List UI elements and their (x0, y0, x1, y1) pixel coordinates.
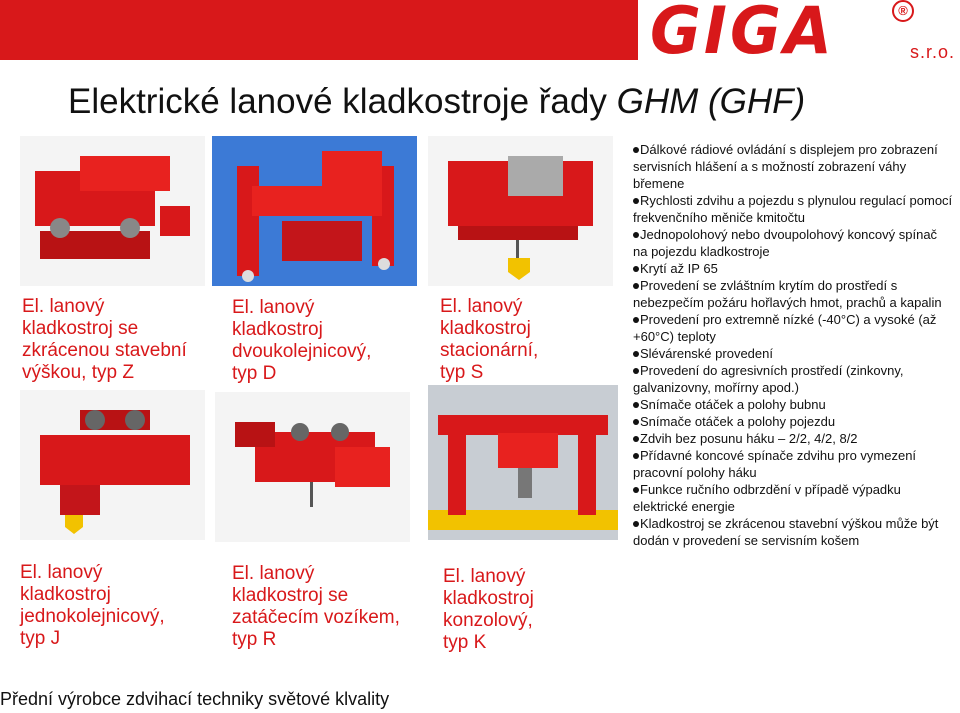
hoist-photo-type-d (212, 136, 417, 286)
bullet-dot-icon (633, 198, 639, 204)
bullet-dot-icon (633, 317, 639, 323)
hoist-label-type-z: El. lanový kladkostroj se zkrácenou stavební výškou, typ Z (22, 296, 187, 383)
hoist-r-illustration (215, 392, 410, 542)
logo-wordmark: GIGA (650, 0, 835, 69)
bullet-dot-icon (633, 487, 639, 493)
registered-mark: ® (892, 0, 914, 22)
bullet-dot-icon (633, 436, 639, 442)
hoist-photo-type-z (20, 136, 205, 286)
hoist-label-type-k: El. lanový kladkostroj konzolový, typ K (443, 566, 534, 653)
hoist-photo-type-r (215, 392, 410, 542)
title-model: GHM (GHF) (616, 82, 806, 121)
footer-tagline: Přední výrobce zdvihací techniky světové klvality (0, 689, 390, 709)
hoist-s-illustration (428, 136, 613, 286)
footer (0, 685, 960, 713)
feature-list (633, 141, 955, 549)
bullet-dot-icon (633, 368, 639, 374)
feature-item: Slévárenské provedení (633, 345, 955, 362)
page-title (68, 82, 805, 122)
hoist-label-type-s: El. lanový kladkostroj stacionární, typ S (440, 296, 539, 383)
bullet-dot-icon (633, 453, 639, 459)
bullet-dot-icon (633, 266, 639, 272)
bullet-dot-icon (633, 283, 639, 289)
bullet-dot-icon (633, 521, 639, 527)
feature-item: Kladkostroj se zkrácenou stavební výškou může být dodán v provedení se servisním košem (633, 516, 939, 548)
feature-item: Jednopolohový nebo dvoupolohový koncový spínač na pojezdu kladkostroje (633, 227, 938, 259)
hoist-photo-type-j (20, 390, 205, 540)
bullet-dot-icon (633, 419, 639, 425)
feature-item: Provedení do agresivních prostředí (zinkovny, galvanizovny, mořírny apod.) (633, 363, 904, 395)
hoist-label-type-j: El. lanový kladkostroj jednokolejnicový, typ J (20, 562, 165, 649)
feature-item: Snímače otáček a polohy bubnu (633, 396, 955, 413)
feature-item: Přídavné koncové spínače zdvihu pro vymezení pracovní polohy háku (633, 448, 917, 480)
feature-item: Snímače otáček a polohy pojezdu (633, 413, 955, 430)
feature-item: Zdvih bez posunu háku – 2/2, 4/2, 8/2 (633, 430, 955, 447)
hoist-photo-type-k (428, 385, 618, 540)
feature-item: Dálkové rádiové ovládání s displejem pro zobrazení servisních hlášení a s možností zobrazení váhy břemene (633, 142, 938, 191)
logo-suffix: s.r.o. (910, 42, 956, 62)
bullet-dot-icon (633, 232, 639, 238)
hoist-z-illustration (20, 136, 205, 286)
hoist-label-type-r: El. lanový kladkostroj se zatáčecím vozíkem, typ R (232, 563, 400, 650)
hoist-label-type-d: El. lanový kladkostroj dvoukolejnicový, typ D (232, 297, 372, 384)
feature-item: Rychlosti zdvihu a pojezdu s plynulou regulací pomocí frekvenčního měniče kmitočtu (633, 193, 953, 225)
title-main: Elektrické lanové kladkostroje řady (68, 82, 617, 121)
giga-logo (640, 0, 960, 68)
feature-item: Krytí až IP 65 (633, 260, 955, 277)
feature-item: Funkce ručního odbrzdění v případě výpadku elektrické energie (633, 482, 901, 514)
hoist-photo-type-s (428, 136, 613, 286)
bullet-dot-icon (633, 147, 639, 153)
hoist-k-illustration (428, 385, 618, 540)
bullet-dot-icon (633, 402, 639, 408)
feature-item: Provedení se zvláštním krytím do prostředí s nebezpečím požáru hořlavých hmot, prachů a kapalin (633, 278, 942, 310)
bullet-dot-icon (633, 351, 639, 357)
hoist-d-illustration (212, 136, 417, 286)
hoist-j-illustration (20, 390, 205, 540)
top-red-bar (0, 0, 638, 60)
feature-item: Provedení pro extremně nízké (-40°C) a vysoké (až +60°C) teploty (633, 312, 937, 344)
